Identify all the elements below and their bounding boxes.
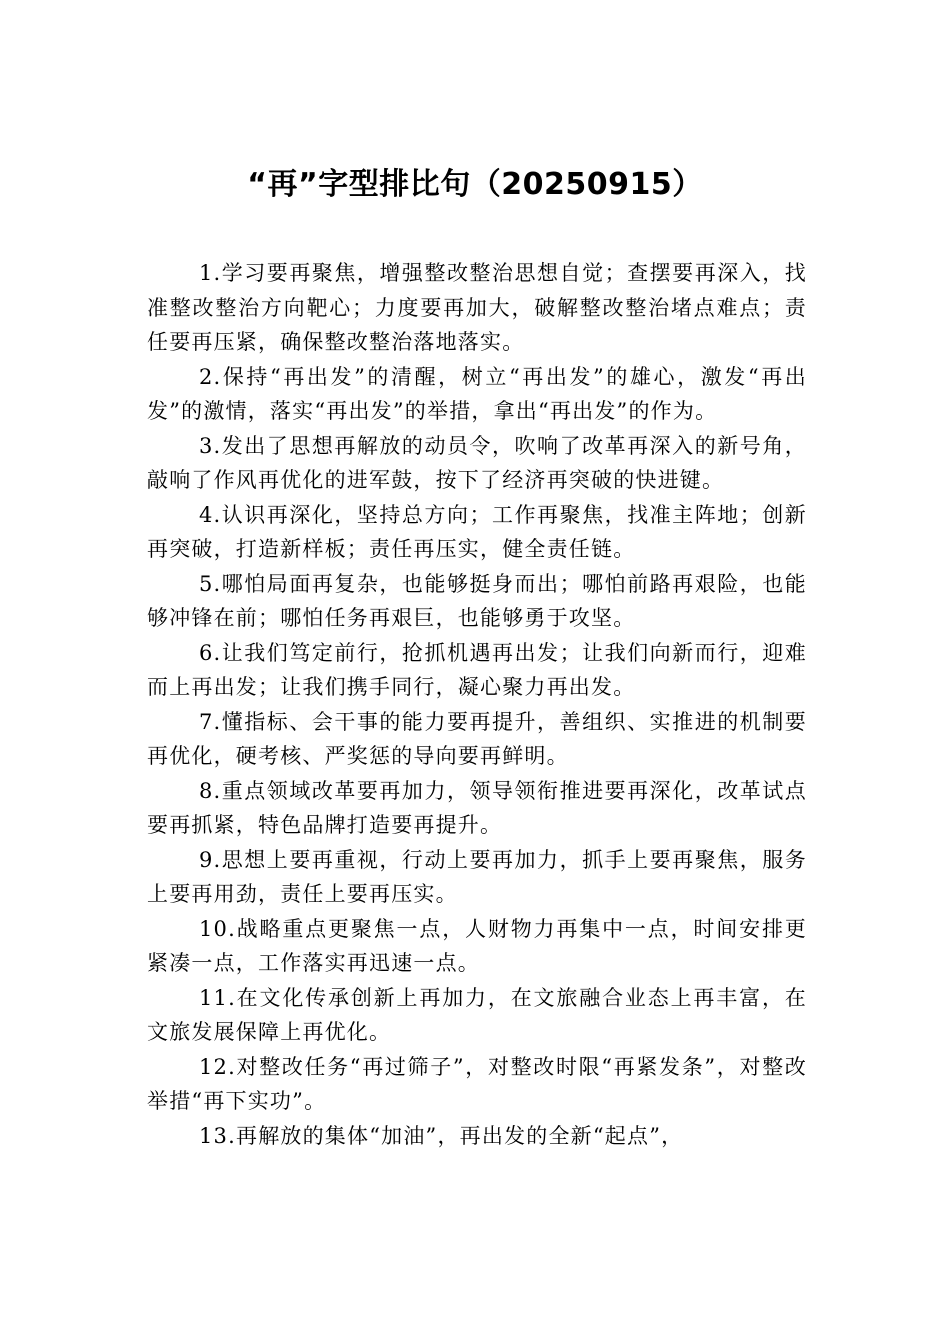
paragraph-3: 3.发出了思想再解放的动员令，吹响了改革再深入的新号角，敲响了作风再优化的进军鼓，按下了经济再突破的快进键。 — [147, 433, 807, 492]
paragraph-9: 9.思想上要再重视，行动上要再加力，抓手上要再聚焦，服务上要再用劲，责任上要再压实。 — [147, 847, 807, 906]
paragraph-5: 5.哪怕局面再复杂，也能够挺身而出；哪怕前路再艰险，也能够冲锋在前；哪怕任务再艰巨，也能够勇于攻坚。 — [147, 571, 807, 630]
paragraph-8: 8.重点领域改革要再加力，领导领衔推进要再深化，改革试点要再抓紧，特色品牌打造要再提升。 — [147, 778, 807, 837]
paragraph-2: 2.保持“再出发”的清醒，树立“再出发”的雄心，激发“再出发”的激情，落实“再出发”的举措，拿出“再出发”的作为。 — [147, 364, 807, 423]
paragraph-12: 12.对整改任务“再过筛子”，对整改时限“再紧发条”，对整改举措“再下实功”。 — [147, 1054, 807, 1113]
paragraph-10: 10.战略重点更聚焦一点，人财物力再集中一点，时间安排更紧凑一点，工作落实再迅速一点。 — [147, 916, 807, 975]
document-body — [147, 256, 807, 1153]
paragraph-6: 6.让我们笃定前行，抢抓机遇再出发；让我们向新而行，迎难而上再出发；让我们携手同行，凝心聚力再出发。 — [147, 640, 807, 699]
paragraph-4: 4.认识再深化，坚持总方向；工作再聚焦，找准主阵地；创新再突破，打造新样板；责任再压实，健全责任链。 — [147, 502, 807, 561]
paragraph-7: 7.懂指标、会干事的能力要再提升，善组织、实推进的机制要再优化，硬考核、严奖惩的导向要再鲜明。 — [147, 709, 807, 768]
paragraph-13: 13.再解放的集体“加油”，再出发的全新“起点”， — [199, 1123, 684, 1148]
paragraph-1: 1.学习要再聚焦，增强整改整治思想自觉；查摆要再深入，找准整改整治方向靶心；力度要再加大，破解整改整治堵点难点；责任要再压紧，确保整改整治落地落实。 — [147, 261, 807, 354]
document-title: “再”字型排比句（20250915） — [247, 167, 703, 202]
paragraph-11: 11.在文化传承创新上再加力，在文旅融合业态上再丰富，在文旅发展保障上再优化。 — [147, 985, 807, 1044]
